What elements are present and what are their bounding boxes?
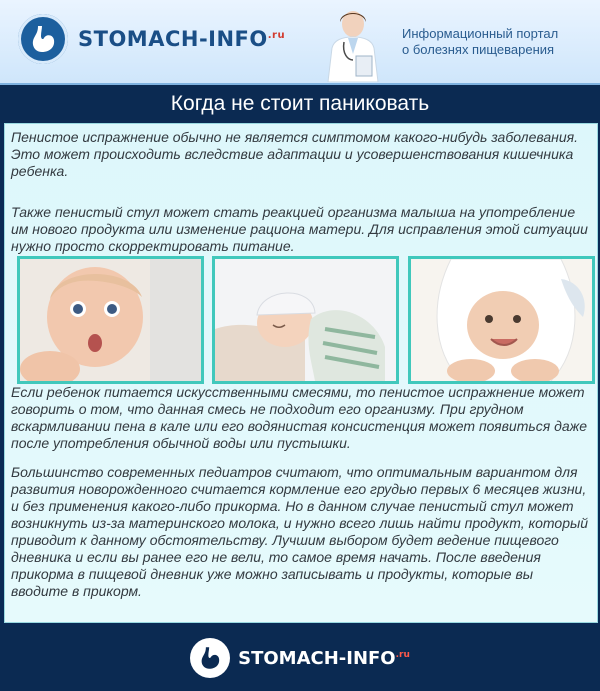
site-footer	[0, 625, 600, 691]
stomach-logo-icon	[18, 14, 68, 64]
site-tagline	[402, 26, 582, 58]
doctor-illustration	[318, 4, 388, 82]
paragraph-4: Большинство современных педиатров считают, что оптимальным вариантом для развития новорожденного считается кормление его грудью первых 6 месяцев жизни, и без применения какого-либо прикорма. Но в данном случае пенистый стул может возникнуть из-за материнского молока, и нужно всего лишь найти продукт, который приводит к данному обстоятельству. Лучшим выбором будет ведение пищевого дневника и если вы ранее его не вели, то самое время начать. После введения прикорма в пищевой дневник уже можно записывать и продукты, которые вы вводите в прикорм.	[11, 464, 589, 599]
footer-logo-name: STOMACH-INFO	[238, 647, 396, 669]
site-logo[interactable]	[18, 14, 285, 64]
baby-photo-towel	[408, 256, 595, 384]
article-content	[4, 123, 598, 623]
tagline-line-1: Информационный портал	[402, 26, 559, 41]
paragraph-2: Также пенистый стул может стать реакцией организма малыша на употребление им нового продукта или изменение рациона матери. Для исправления этой ситуации нужно просто скорректировать питание.	[11, 204, 588, 254]
site-header	[0, 0, 600, 85]
baby-photo-sleeping	[212, 256, 399, 384]
stomach-logo-icon	[190, 638, 230, 678]
footer-logo[interactable]	[190, 638, 410, 678]
logo-name: STOMACH-INFO	[78, 27, 268, 51]
paragraph-1: Пенистое испражнение обычно не является симптомом какого-нибудь заболевания. Это может происходить вследствие адаптации и усовершенствования кишечника ребенка.	[11, 129, 579, 179]
baby-photo-surprised	[17, 256, 204, 384]
page-title: Когда не стоит паниковать	[170, 92, 430, 115]
footer-logo-tld: .ru	[395, 649, 410, 660]
tagline-line-2: о болезнях пищеварения	[402, 42, 555, 57]
logo-tld: .ru	[267, 30, 286, 41]
logo-wordmark	[78, 27, 285, 51]
paragraph-3: Если ребенок питается искусственными смесями, то пенистое испражнение может говорить о том, что данная смесь не подходит его организму. При грудном вскармливании пена в кале или его водянистая консистенция может появиться даже после употребления обычной воды или пустышки.	[11, 384, 588, 451]
title-bar	[0, 85, 600, 123]
footer-wordmark	[238, 648, 410, 669]
